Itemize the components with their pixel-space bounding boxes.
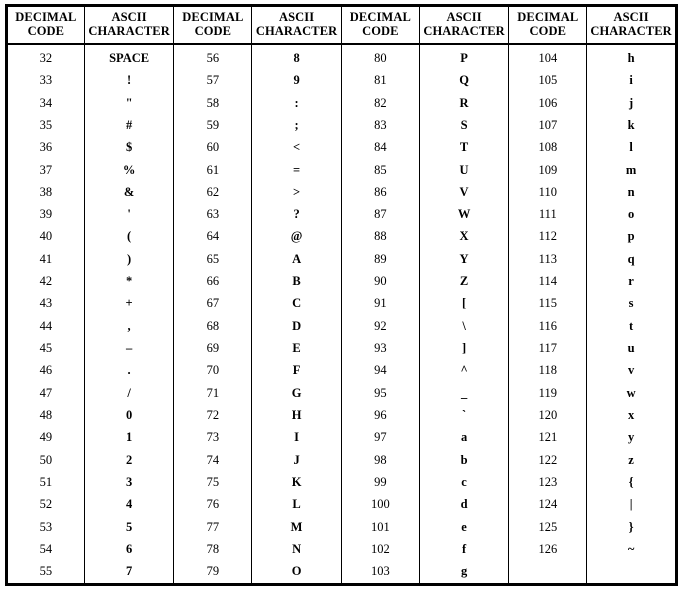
table-row xyxy=(7,270,677,292)
decimal-code-cell: 99 xyxy=(341,471,419,493)
ascii-character-cell: W xyxy=(419,203,509,225)
header-line-1: DECIMAL xyxy=(349,10,411,24)
table-row xyxy=(7,493,677,515)
ascii-character-cell: n xyxy=(587,181,677,203)
ascii-character-cell: 4 xyxy=(84,493,174,515)
decimal-code-cell: 115 xyxy=(509,293,587,315)
header-line-1: DECIMAL xyxy=(15,10,77,24)
header-line-2: CHARACTER xyxy=(423,24,505,39)
decimal-code-cell: 125 xyxy=(509,516,587,538)
decimal-code-cell: 71 xyxy=(174,382,252,404)
table-row xyxy=(7,226,677,248)
decimal-code-cell: 103 xyxy=(341,560,419,584)
decimal-code-cell: 76 xyxy=(174,493,252,515)
decimal-code-cell xyxy=(509,560,587,584)
decimal-code-cell: 32 xyxy=(7,44,85,70)
ascii-character-cell: 5 xyxy=(84,516,174,538)
ascii-character-cell: m xyxy=(587,159,677,181)
header-line-2: CODE xyxy=(529,24,567,39)
ascii-character-cell: X xyxy=(419,226,509,248)
ascii-character-cell: T xyxy=(419,136,509,158)
table-row xyxy=(7,315,677,337)
decimal-code-cell: 69 xyxy=(174,337,252,359)
table-row xyxy=(7,538,677,560)
decimal-code-cell: 41 xyxy=(7,248,85,270)
ascii-character-cell: ' xyxy=(84,203,174,225)
ascii-character-cell: C xyxy=(252,293,342,315)
decimal-code-cell: 36 xyxy=(7,136,85,158)
ascii-character-cell: o xyxy=(587,203,677,225)
ascii-character-cell: 9 xyxy=(252,69,342,91)
decimal-code-cell: 80 xyxy=(341,44,419,70)
header-line-1: ASCII xyxy=(278,10,315,24)
ascii-character-cell: , xyxy=(84,315,174,337)
ascii-character-cell: F xyxy=(252,359,342,381)
ascii-character-cell: b xyxy=(419,449,509,471)
ascii-character-cell: e xyxy=(419,516,509,538)
ascii-character-cell: k xyxy=(587,114,677,136)
table-row xyxy=(7,404,677,426)
decimal-code-cell: 94 xyxy=(341,359,419,381)
ascii-character-cell: l xyxy=(587,136,677,158)
ascii-character-cell: – xyxy=(84,337,174,359)
decimal-code-cell: 79 xyxy=(174,560,252,584)
header-line-1: DECIMAL xyxy=(182,10,244,24)
decimal-code-cell: 87 xyxy=(341,203,419,225)
ascii-character-cell: E xyxy=(252,337,342,359)
decimal-code-cell: 113 xyxy=(509,248,587,270)
decimal-code-cell: 47 xyxy=(7,382,85,404)
header-line-2: CODE xyxy=(194,24,232,39)
ascii-character-cell: Z xyxy=(419,270,509,292)
decimal-code-cell: 105 xyxy=(509,69,587,91)
decimal-code-cell: 56 xyxy=(174,44,252,70)
ascii-character-cell: Y xyxy=(419,248,509,270)
decimal-code-cell: 120 xyxy=(509,404,587,426)
ascii-character-cell: 1 xyxy=(84,426,174,448)
decimal-code-cell: 92 xyxy=(341,315,419,337)
ascii-character-cell: j xyxy=(587,92,677,114)
ascii-character-cell: + xyxy=(84,293,174,315)
decimal-code-cell: 90 xyxy=(341,270,419,292)
decimal-code-cell: 126 xyxy=(509,538,587,560)
ascii-character-cell: B xyxy=(252,270,342,292)
ascii-character-cell: f xyxy=(419,538,509,560)
column-header-ascii-2 xyxy=(252,6,342,44)
ascii-character-cell: q xyxy=(587,248,677,270)
ascii-character-cell: x xyxy=(587,404,677,426)
ascii-character-cell: a xyxy=(419,426,509,448)
decimal-code-cell: 101 xyxy=(341,516,419,538)
decimal-code-cell: 83 xyxy=(341,114,419,136)
ascii-character-cell: & xyxy=(84,181,174,203)
decimal-code-cell: 43 xyxy=(7,293,85,315)
decimal-code-cell: 118 xyxy=(509,359,587,381)
header-line-1: ASCII xyxy=(613,10,649,24)
decimal-code-cell: 60 xyxy=(174,136,252,158)
decimal-code-cell: 35 xyxy=(7,114,85,136)
ascii-character-cell: " xyxy=(84,92,174,114)
ascii-character-cell: ( xyxy=(84,226,174,248)
ascii-character-cell: v xyxy=(587,359,677,381)
decimal-code-cell: 63 xyxy=(174,203,252,225)
ascii-character-cell: Q xyxy=(419,69,509,91)
ascii-character-cell: N xyxy=(252,538,342,560)
ascii-character-cell: : xyxy=(252,92,342,114)
header-line-2: CODE xyxy=(362,24,399,39)
ascii-character-cell: [ xyxy=(419,293,509,315)
ascii-character-cell: p xyxy=(587,226,677,248)
table-body xyxy=(7,44,677,585)
column-header-decimal-2 xyxy=(174,6,252,44)
decimal-code-cell: 96 xyxy=(341,404,419,426)
ascii-character-cell: ! xyxy=(84,69,174,91)
decimal-code-cell: 42 xyxy=(7,270,85,292)
ascii-character-cell: ] xyxy=(419,337,509,359)
decimal-code-cell: 108 xyxy=(509,136,587,158)
decimal-code-cell: 39 xyxy=(7,203,85,225)
decimal-code-cell: 110 xyxy=(509,181,587,203)
ascii-character-cell: # xyxy=(84,114,174,136)
table-row xyxy=(7,114,677,136)
decimal-code-cell: 122 xyxy=(509,449,587,471)
ascii-character-cell: 7 xyxy=(84,560,174,584)
decimal-code-cell: 111 xyxy=(509,203,587,225)
table-row xyxy=(7,382,677,404)
decimal-code-cell: 68 xyxy=(174,315,252,337)
ascii-character-cell: U xyxy=(419,159,509,181)
decimal-code-cell: 123 xyxy=(509,471,587,493)
ascii-character-cell: ? xyxy=(252,203,342,225)
decimal-code-cell: 73 xyxy=(174,426,252,448)
decimal-code-cell: 117 xyxy=(509,337,587,359)
decimal-code-cell: 66 xyxy=(174,270,252,292)
ascii-character-cell: i xyxy=(587,69,677,91)
decimal-code-cell: 102 xyxy=(341,538,419,560)
ascii-character-cell: d xyxy=(419,493,509,515)
ascii-character-cell: L xyxy=(252,493,342,515)
decimal-code-cell: 67 xyxy=(174,293,252,315)
ascii-character-cell: 0 xyxy=(84,404,174,426)
decimal-code-cell: 91 xyxy=(341,293,419,315)
ascii-character-cell: \ xyxy=(419,315,509,337)
table-row xyxy=(7,181,677,203)
ascii-character-cell: I xyxy=(252,426,342,448)
decimal-code-cell: 82 xyxy=(341,92,419,114)
ascii-character-cell: A xyxy=(252,248,342,270)
decimal-code-cell: 70 xyxy=(174,359,252,381)
decimal-code-cell: 85 xyxy=(341,159,419,181)
ascii-character-cell: . xyxy=(84,359,174,381)
ascii-character-cell: / xyxy=(84,382,174,404)
header-line-2: CHARACTER xyxy=(590,24,672,39)
ascii-character-cell: r xyxy=(587,270,677,292)
ascii-character-cell: % xyxy=(84,159,174,181)
ascii-character-cell: 3 xyxy=(84,471,174,493)
decimal-code-cell: 98 xyxy=(341,449,419,471)
ascii-character-cell: K xyxy=(252,471,342,493)
header-line-2: CHARACTER xyxy=(255,24,338,39)
table-row xyxy=(7,159,677,181)
ascii-character-cell: t xyxy=(587,315,677,337)
decimal-code-cell: 86 xyxy=(341,181,419,203)
decimal-code-cell: 93 xyxy=(341,337,419,359)
table-row xyxy=(7,92,677,114)
header-line-1: ASCII xyxy=(111,10,147,24)
decimal-code-cell: 95 xyxy=(341,382,419,404)
column-header-decimal-3 xyxy=(341,6,419,44)
decimal-code-cell: 54 xyxy=(7,538,85,560)
ascii-character-cell: | xyxy=(587,493,677,515)
ascii-character-cell: z xyxy=(587,449,677,471)
ascii-character-cell: S xyxy=(419,114,509,136)
ascii-character-cell: s xyxy=(587,293,677,315)
decimal-code-cell: 55 xyxy=(7,560,85,584)
ascii-character-cell: } xyxy=(587,516,677,538)
decimal-code-cell: 121 xyxy=(509,426,587,448)
decimal-code-cell: 97 xyxy=(341,426,419,448)
decimal-code-cell: 119 xyxy=(509,382,587,404)
ascii-character-cell: = xyxy=(252,159,342,181)
decimal-code-cell: 58 xyxy=(174,92,252,114)
header-row xyxy=(7,6,677,44)
ascii-character-cell: G xyxy=(252,382,342,404)
ascii-character-cell xyxy=(587,560,677,584)
ascii-character-cell: y xyxy=(587,426,677,448)
decimal-code-cell: 64 xyxy=(174,226,252,248)
decimal-code-cell: 84 xyxy=(341,136,419,158)
decimal-code-cell: 77 xyxy=(174,516,252,538)
decimal-code-cell: 37 xyxy=(7,159,85,181)
ascii-character-cell: ~ xyxy=(587,538,677,560)
decimal-code-cell: 53 xyxy=(7,516,85,538)
ascii-character-cell: J xyxy=(252,449,342,471)
decimal-code-cell: 46 xyxy=(7,359,85,381)
decimal-code-cell: 114 xyxy=(509,270,587,292)
decimal-code-cell: 33 xyxy=(7,69,85,91)
decimal-code-cell: 50 xyxy=(7,449,85,471)
ascii-character-cell: g xyxy=(419,560,509,584)
ascii-character-cell: h xyxy=(587,44,677,70)
ascii-character-cell: ) xyxy=(84,248,174,270)
ascii-character-cell: ; xyxy=(252,114,342,136)
column-header-ascii-3 xyxy=(419,6,509,44)
table-row xyxy=(7,69,677,91)
decimal-code-cell: 72 xyxy=(174,404,252,426)
header-line-1: DECIMAL xyxy=(517,10,579,24)
decimal-code-cell: 40 xyxy=(7,226,85,248)
ascii-character-cell: > xyxy=(252,181,342,203)
header-line-1: ASCII xyxy=(446,10,482,24)
table-row xyxy=(7,560,677,584)
ascii-character-cell: w xyxy=(587,382,677,404)
column-header-decimal-1 xyxy=(7,6,85,44)
decimal-code-cell: 52 xyxy=(7,493,85,515)
ascii-character-cell: D xyxy=(252,315,342,337)
decimal-code-cell: 38 xyxy=(7,181,85,203)
decimal-code-cell: 65 xyxy=(174,248,252,270)
column-header-ascii-4 xyxy=(587,6,677,44)
ascii-character-table xyxy=(5,4,678,586)
ascii-character-cell: ` xyxy=(419,404,509,426)
decimal-code-cell: 109 xyxy=(509,159,587,181)
decimal-code-cell: 34 xyxy=(7,92,85,114)
ascii-character-cell: < xyxy=(252,136,342,158)
ascii-character-cell: 6 xyxy=(84,538,174,560)
decimal-code-cell: 57 xyxy=(174,69,252,91)
decimal-code-cell: 74 xyxy=(174,449,252,471)
ascii-character-cell: M xyxy=(252,516,342,538)
table-row xyxy=(7,248,677,270)
decimal-code-cell: 45 xyxy=(7,337,85,359)
ascii-character-cell: O xyxy=(252,560,342,584)
header-line-2: CHARACTER xyxy=(88,24,170,39)
ascii-character-cell: SPACE xyxy=(84,44,174,70)
decimal-code-cell: 44 xyxy=(7,315,85,337)
ascii-character-cell: R xyxy=(419,92,509,114)
decimal-code-cell: 59 xyxy=(174,114,252,136)
table-row xyxy=(7,44,677,70)
ascii-character-cell: H xyxy=(252,404,342,426)
table-row xyxy=(7,471,677,493)
table-row xyxy=(7,449,677,471)
decimal-code-cell: 89 xyxy=(341,248,419,270)
table-header xyxy=(7,6,677,44)
ascii-character-cell: c xyxy=(419,471,509,493)
decimal-code-cell: 112 xyxy=(509,226,587,248)
column-header-decimal-4 xyxy=(509,6,587,44)
table-row xyxy=(7,337,677,359)
decimal-code-cell: 88 xyxy=(341,226,419,248)
decimal-code-cell: 51 xyxy=(7,471,85,493)
ascii-character-cell: * xyxy=(84,270,174,292)
ascii-character-cell: _ xyxy=(419,382,509,404)
decimal-code-cell: 107 xyxy=(509,114,587,136)
table-row xyxy=(7,426,677,448)
table-row xyxy=(7,136,677,158)
header-line-2: CODE xyxy=(27,24,65,39)
ascii-character-cell: $ xyxy=(84,136,174,158)
ascii-character-cell: u xyxy=(587,337,677,359)
decimal-code-cell: 116 xyxy=(509,315,587,337)
table-row xyxy=(7,359,677,381)
decimal-code-cell: 81 xyxy=(341,69,419,91)
ascii-character-cell: ^ xyxy=(419,359,509,381)
decimal-code-cell: 48 xyxy=(7,404,85,426)
decimal-code-cell: 61 xyxy=(174,159,252,181)
column-header-ascii-1 xyxy=(84,6,174,44)
decimal-code-cell: 62 xyxy=(174,181,252,203)
ascii-character-cell: V xyxy=(419,181,509,203)
decimal-code-cell: 124 xyxy=(509,493,587,515)
decimal-code-cell: 104 xyxy=(509,44,587,70)
ascii-character-cell: 2 xyxy=(84,449,174,471)
table-row xyxy=(7,203,677,225)
ascii-character-cell: 8 xyxy=(252,44,342,70)
ascii-character-cell: { xyxy=(587,471,677,493)
ascii-character-cell: P xyxy=(419,44,509,70)
decimal-code-cell: 78 xyxy=(174,538,252,560)
decimal-code-cell: 75 xyxy=(174,471,252,493)
decimal-code-cell: 106 xyxy=(509,92,587,114)
decimal-code-cell: 100 xyxy=(341,493,419,515)
table-row xyxy=(7,293,677,315)
table-row xyxy=(7,516,677,538)
decimal-code-cell: 49 xyxy=(7,426,85,448)
ascii-character-cell: @ xyxy=(252,226,342,248)
